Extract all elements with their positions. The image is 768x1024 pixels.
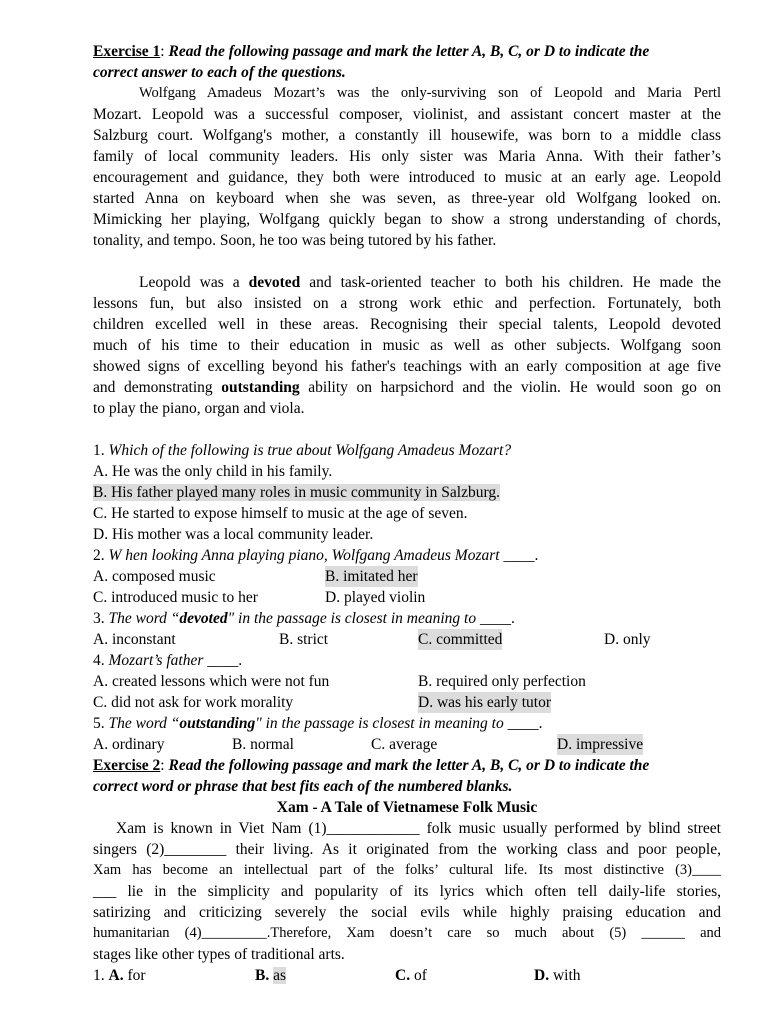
paragraph-line: Salzburg court. Wolfgang's mother, a constantly ill housewife, was born to a middle class (93, 127, 721, 144)
question-text: The word “ (108, 715, 180, 732)
paragraph-line: to play the piano, organ and viola. (93, 400, 305, 417)
paragraph-line: children excelled well in these areas. Recognising their special talents, Leopold devoted (93, 316, 721, 333)
keyword-devoted: devoted (248, 274, 301, 291)
exercise-2-label: Exercise 2 (93, 757, 161, 774)
paragraph-line: Wolfgang Amadeus Mozart’s was the only-surviving son of Leopold and Maria Pertl (139, 85, 721, 101)
q2-option-c: C. introduced music to her (93, 589, 258, 606)
q4-options-row-2 (93, 692, 721, 713)
exercise-1-instruction-line-2: correct answer to each of the questions. (93, 64, 346, 81)
q1-option-c: C. He started to expose himself to music at the age of seven. (93, 505, 468, 522)
answer-blank: ____. (203, 652, 243, 669)
paragraph-line: stages like other types of traditional arts. (93, 946, 345, 963)
question-text: Mozart’s father (108, 652, 204, 669)
q5-option-c: C. average (371, 736, 438, 753)
question-number: 2. (93, 547, 109, 564)
option-text-highlighted: as (273, 967, 287, 984)
q3-options-row (93, 629, 721, 650)
passage-paragraph-2 (93, 272, 721, 419)
paragraph-line: lessons fun, but also insisted on a strong work ethic and perfection. Fortunately, both (93, 295, 721, 312)
question-number: 1. (93, 442, 109, 459)
q4-option-d-highlighted: D. was his early tutor (418, 694, 552, 711)
question-text: Which of the following is true about Wolfgang Amadeus Mozart? (108, 442, 512, 459)
exercise-2-instruction-line-1: Read the following passage and mark the letter A, B, C, or D to indicate the (168, 757, 650, 774)
q2-options-row-1 (93, 566, 721, 587)
text-run: and demonstrating (93, 379, 222, 396)
option-letter: A. (108, 967, 124, 984)
paragraph-line: Mimicking her playing, Wolfgang quickly began to show a strong understanding of chords, (93, 211, 721, 228)
passage-paragraph-1 (93, 83, 721, 251)
q4-option-b: B. required only perfection (418, 673, 586, 690)
ex2-q1-option-c (395, 965, 427, 986)
document-page (93, 41, 721, 986)
paragraph-line: Xam has become an intellectual part of the folks’ cultural life. Its most distinctive (3)____ (93, 862, 721, 878)
text-run: ability on harpsichord and the violin. He would soon go on (299, 379, 721, 396)
q5-options-row (93, 734, 721, 755)
q2-options-row-2 (93, 587, 721, 608)
passage-title: Xam - A Tale of Vietnamese Folk Music (276, 799, 538, 816)
question-text: The word “ (108, 610, 180, 627)
exercise-1-colon: : (160, 43, 169, 60)
question-2-stem (93, 545, 721, 566)
exercise-1-instruction-line-1: Read the following passage and mark the letter A, B, C, or D to indicate the (168, 43, 650, 60)
option-letter: C. (395, 967, 411, 984)
question-number: 1. (93, 967, 109, 984)
paragraph-line: humanitarian (4)_________.Therefore, Xam doesn’t care so much about (5) ______ and (93, 925, 721, 941)
question-text: " in the passage is closest in meaning to (255, 715, 504, 732)
answer-blank: ____. (476, 610, 515, 627)
question-text: " in the passage is closest in meaning to (227, 610, 477, 627)
q2-option-a: A. composed music (93, 568, 216, 585)
q1-option-a: A. He was the only child in his family. (93, 463, 333, 480)
paragraph-line: singers (2)________ their living. As it originated from the working class and poor people, (93, 841, 721, 858)
q2-option-d: D. played violin (325, 589, 426, 606)
ex2-q1-option-d (534, 965, 581, 986)
option-letter: B. (255, 967, 270, 984)
answer-blank: ____. (503, 715, 543, 732)
paragraph-line (93, 377, 721, 398)
exercise-2-instruction-line-2: correct word or phrase that best fits each of the numbered blanks. (93, 778, 513, 795)
paragraph-line: encouragement and guidance, they both were introduced to music at an early age. Leopold (93, 169, 721, 186)
question-4-stem (93, 650, 721, 671)
paragraph-line: started Anna on keyboard when she was seven, as three-year old Wolfgang looked on. (93, 190, 721, 207)
ex2-q1-option-a (93, 965, 146, 986)
paragraph-line (93, 272, 721, 293)
text-run: Leopold was a (139, 274, 249, 291)
option-text: for (123, 967, 146, 984)
question-5-stem (93, 713, 721, 734)
question-3-stem (93, 608, 721, 629)
q3-option-c-highlighted: C. committed (418, 631, 503, 648)
paragraph-line: ___ lie in the simplicity and popularity of its lyrics which often tell daily-life stories, (93, 883, 721, 900)
paragraph-line: Xam is known in Viet Nam (1)____________ folk music usually performed by blind street (116, 820, 721, 837)
question-keyword: outstanding (179, 715, 256, 732)
option-text: with (549, 967, 581, 984)
exercise-2-colon: : (160, 757, 169, 774)
q4-option-a: A. created lessons which were not fun (93, 673, 330, 690)
q3-option-d: D. only (604, 631, 651, 648)
exercise-2-heading (93, 755, 721, 776)
q1-option-b-highlighted: B. His father played many roles in music community in Salzburg. (93, 484, 500, 501)
paragraph-line: Mozart. Leopold was a successful composer, violinist, and assistant concert master at the (93, 106, 721, 123)
ex2-q1-options-row (93, 965, 721, 986)
option-text: of (410, 967, 427, 984)
exercise-1-label: Exercise 1 (93, 43, 161, 60)
q1-option-d: D. His mother was a local community leader. (93, 526, 374, 543)
question-1-stem (93, 440, 721, 461)
q5-option-a: A. ordinary (93, 736, 165, 753)
paragraph-line: showed signs of excelling beyond his father's teachings with an early composition at age five (93, 358, 721, 375)
q4-options-row-1 (93, 671, 721, 692)
q4-option-c: C. did not ask for work morality (93, 694, 294, 711)
text-run: and task-oriented teacher to both his children. He made the (300, 274, 721, 291)
xam-passage (93, 818, 721, 965)
q5-option-b: B. normal (232, 736, 294, 753)
question-text: W hen looking Anna playing piano, Wolfgang Amadeus Mozart (108, 547, 500, 564)
q2-option-b-highlighted: B. imitated her (325, 568, 418, 585)
q3-option-a: A. inconstant (93, 631, 176, 648)
paragraph-line: satirizing and criticizing severely the social evils while highly praising education and (93, 904, 721, 921)
q1-option-b (93, 482, 721, 503)
paragraph-line: much of his time to their education in music as well as other subjects. Wolfgang soon (93, 337, 721, 354)
keyword-outstanding: outstanding (221, 379, 300, 396)
question-number: 4. (93, 652, 109, 669)
option-letter: D. (534, 967, 550, 984)
paragraph-line: family of local community leaders. His only sister was Maria Anna. With their father’s (93, 148, 721, 165)
q3-option-b: B. strict (279, 631, 329, 648)
paragraph-line: tonality, and tempo. Soon, he too was being tutored by his father. (93, 232, 497, 249)
question-keyword: devoted (179, 610, 228, 627)
exercise-1-heading (93, 41, 721, 62)
q5-option-d-highlighted: D. impressive (557, 736, 644, 753)
ex2-q1-option-b (255, 965, 286, 986)
question-number: 3. (93, 610, 109, 627)
question-number: 5. (93, 715, 109, 732)
answer-blank: ____. (499, 547, 539, 564)
